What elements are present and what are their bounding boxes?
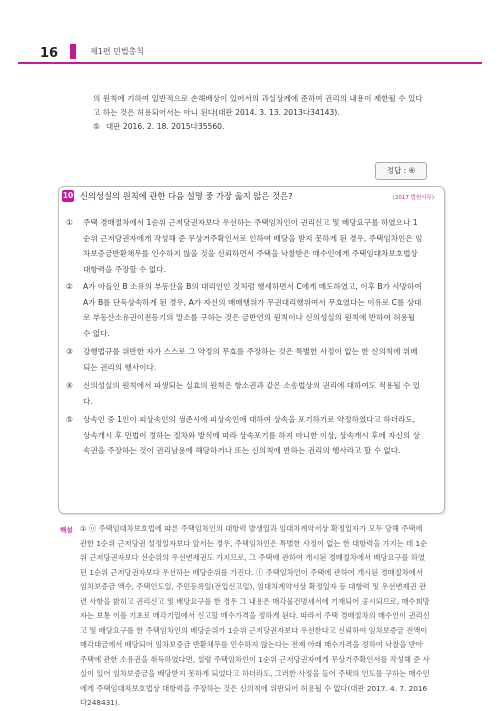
question-source: (2017 법원사무) (392, 195, 434, 201)
previous-continuation-text: 의 원칙에 기하여 일반적으로 손해배상이 있어서의 과실상계에 준하여 권리의 내용이 제한될 수 있다고 하는 것은 허용되어서는 아니 된다(대판 2014. 3. 13. 2013다34143). (93, 94, 423, 117)
choice-marker: ③ (66, 347, 73, 356)
explanation-tag: 해설 (60, 526, 73, 534)
choice-text: 주택 경매절차에서 1순위 근저당권자보다 우선하는 주택임차인이 권리신고 및 배당요구를 하였으나 1순위 근저당권자에게 작성해 준 무상거주확인서로 인하여 배당을 받지 못하게 된 경우, 주택임차인은 임차보증금반환채무를 인수하지 않을 것을 신뢰하면서 주택을 낙찰받은 매수인에게 주택임대차보호법상 대항력을 주장할 수 없다. (83, 218, 423, 274)
choice-marker: ① (66, 218, 73, 227)
explanation-text: ① ⓞ 주택임대차보호법에 따른 주택임차인의 대항력 발생일과 임대차계약서상 확정일자가 모두 당해 주택에 관한 1순위 근저당권 설정일자보다 앞서는 경우, 주택임차인은 특별한 사정이 없는 한 대항력을 가지는 데 1순위 근저당권자보다 선순위의 우선변제권도 가지므로, 그 주택에 관하여 개시된 경매절차에서 배당요구를 하였던 1순위 근저당권자보다 우선하는 배당순위를 가진다. ⓛ 주택임차인이 주택에 관하여 개시된 경매절차에서 임차보증금 액수, 주택인도일, 주민등록일(전입신고일), 임대차계약서상 확정일자 등 대항력 및 우선변제권 관련 사항을 밝히고 권리신고 및 배당요구를 한 경우 그 내용은 매각물건명세서에 기재되어 공시되므로, 매수희망자는 보통 이를 기초로 매각기일에서 신고할 매수가격을 정하게 된다. 따라서 주택 경매절차의 매수인이 권리신고 및 배당요구를 한 주택임차인의 배당순위가 1순위 근저당권자보다 우선한다고 신뢰하여 임차보증금 전액이 매각대금에서 배당되어 임차보증금 반환채무를 인수하지 않는다는 전제 아래 매수가격을 정하여 낙찰을 받아 주택에 관한 소유권을 취득하였다면, 설령 주택임차인이 1순위 근저당권자에게 무상거주확인서를 작성해 준 사실이 있어 임차보증금을 배당받지 못하게 되었다고 하더라도, 그러한 사정을 들어 주택의 인도를 구하는 매수인에게 주택임대차보호법상 대항력을 주장하는 것은 신의칙에 위반되어 허용될 수 없다(대판 2017. 4. 7. 2016다248431). (80, 524, 430, 707)
choice-marker: ⑤ (66, 415, 73, 424)
choice-5 (66, 412, 423, 459)
choice-text: 신의성실의 원칙에서 파생되는 실효의 원칙은 항소권과 같은 소송법상의 권리에 대하여도 적용될 수 있다. (83, 381, 421, 406)
question-stem: 신의성실의 원칙에 관한 다음 설명 중 가장 옳지 않은 것은? (80, 191, 293, 201)
choice-3 (66, 344, 423, 375)
chapter-title: 제1편 민법총칙 (90, 47, 145, 56)
previous-item-text: 대판 2016. 2. 18. 2015다35560. (105, 122, 225, 131)
choice-text: 강행법규를 위반한 자가 스스로 그 약정의 무효를 주장하는 것은 특별한 사정이 없는 한 신의칙에 위배되는 권리의 행사이다. (83, 347, 418, 372)
header-divider (18, 62, 482, 64)
previous-item (93, 120, 224, 134)
choice-1 (66, 215, 423, 277)
page-header (18, 38, 482, 64)
choice-marker: ④ (66, 381, 73, 390)
explanation (60, 522, 430, 711)
answer-badge: 정답 : ④ (375, 162, 427, 180)
question-number: 10 (62, 191, 74, 200)
choice-4 (66, 378, 423, 409)
page-number-accent-bar (70, 44, 76, 59)
choice-text: A가 아들인 B 소유의 부동산을 B의 대리인인 것처럼 행세하면서 C에게 매도하였고, 이후 B가 사망하여 A가 B를 단독상속하게 된 경우, A가 자신의 매매행위가 무권대리행위여서 무효였다는 이유로 C를 상대로 부동산소유권이전등기의 말소를 구하는 것은 금반언의 원칙이나 신의성실의 원칙에 반하여 허용될 수 없다. (83, 282, 422, 338)
question-box (58, 186, 445, 514)
choice-2 (66, 279, 423, 341)
choice-text: 상속인 중 1인이 피상속인의 생존시에 피상속인에 대하여 상속을 포기하기로 약정하였다고 하더라도, 상속개시 후 민법이 정하는 절차와 방식에 따라 상속포기를 하지 아니한 이상, 상속개시 후에 자신의 상속권을 주장하는 것이 권리남용에 해당하거나 또는 신의칙에 반하는 권리의 행사라고 할 수 없다. (83, 415, 420, 455)
choice-marker: ② (66, 282, 73, 291)
previous-item-marker: ⑤ (93, 122, 100, 131)
previous-explanation (93, 92, 429, 131)
page-number: 16 (40, 46, 59, 61)
